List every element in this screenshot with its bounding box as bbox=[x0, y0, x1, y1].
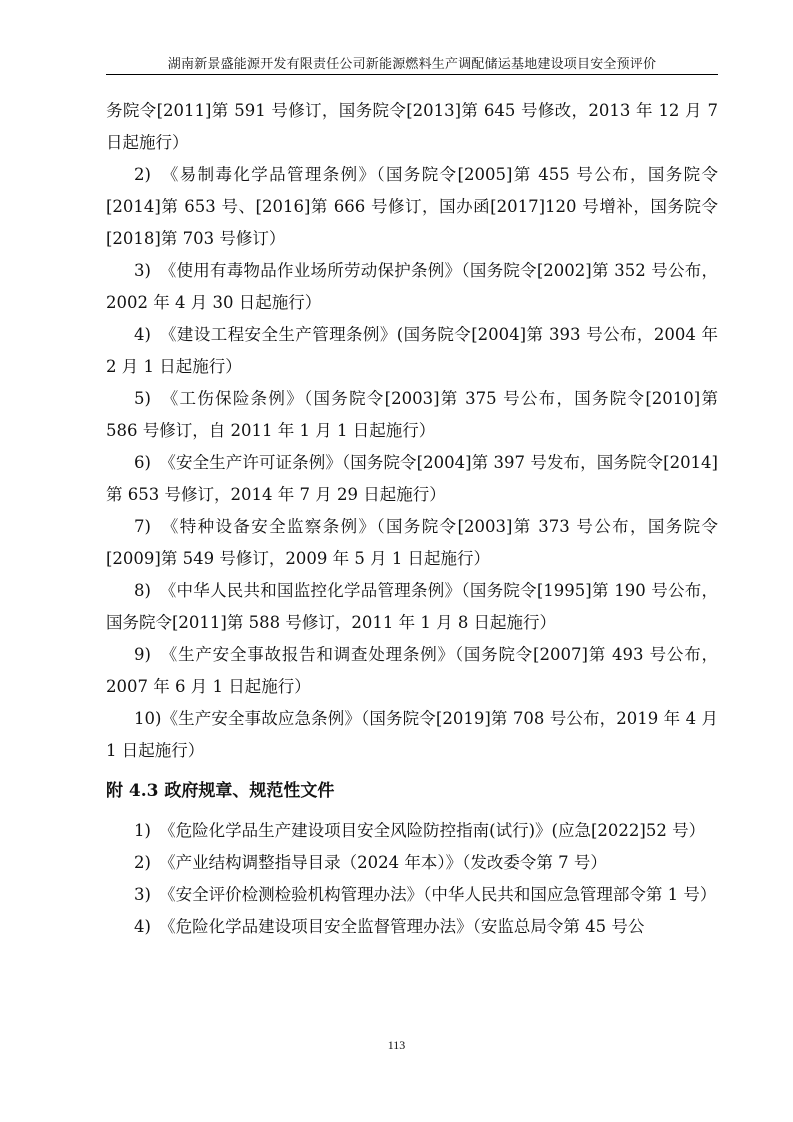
regulation-item-2: 2) 《易制毒化学品管理条例》（国务院令[2005]第 455 号公布，国务院令[2014]第 653 号、[2016]第 666 号修订，国办函[2017]120 号增补，国务院令[2018]第 703 号修订） bbox=[106, 165, 718, 248]
regulation-item-8: 8) 《中华人民共和国监控化学品管理条例》（国务院令[1995]第 190 号公布，国务院令[2011]第 588 号修订，2011 年 1 月 8 日起施行） bbox=[106, 581, 718, 632]
document-body bbox=[106, 95, 718, 943]
running-header: 湖南新景盛能源开发有限责任公司新能源燃料生产调配储运基地建设项目安全预评价 bbox=[167, 57, 657, 72]
regulation-item-9: 9) 《生产安全事故报告和调查处理条例》（国务院令[2007]第 493 号公布，2007 年 6 月 1 日起施行） bbox=[106, 645, 718, 696]
rule-item-2: 2) 《产业结构调整指导目录（2024 年本）》（发改委令第 7 号） bbox=[134, 853, 607, 872]
regulation-item-4: 4) 《建设工程安全生产管理条例》(国务院令[2004]第 393 号公布，2004 年 2 月 1 日起施行） bbox=[106, 325, 718, 376]
rule-item-4: 4) 《危险化学品建设项目安全监督管理办法》（安监总局令第 45 号公 bbox=[134, 917, 645, 936]
rule-item-1: 1) 《危险化学品生产建设项目安全风险防控指南(试行)》(应急[2022]52 号） bbox=[134, 821, 706, 840]
section-heading: 附 4.3 政府规章、规范性文件 bbox=[106, 781, 335, 801]
regulation-item-3: 3) 《使用有毒物品作业场所劳动保护条例》（国务院令[2002]第 352 号公布，2002 年 4 月 30 日起施行） bbox=[106, 261, 718, 312]
page-number: 113 bbox=[387, 1038, 406, 1052]
rule-item-3: 3) 《安全评价检测检验机构管理办法》（中华人民共和国应急管理部令第 1 号） bbox=[134, 885, 717, 904]
header-divider bbox=[106, 74, 718, 75]
continuation-paragraph: 务院令[2011]第 591 号修订，国务院令[2013]第 645 号修改，2013 年 12 月 7 日起施行） bbox=[106, 101, 718, 152]
regulation-item-6: 6) 《安全生产许可证条例》（国务院令[2004]第 397 号发布，国务院令[2014]第 653 号修订，2014 年 7 月 29 日起施行） bbox=[106, 453, 718, 504]
regulation-item-10: 10)《生产安全事故应急条例》（国务院令[2019]第 708 号公布，2019 年 4 月 1 日起施行） bbox=[106, 709, 718, 760]
regulation-item-5: 5) 《工伤保险条例》（国务院令[2003]第 375 号公布，国务院令[2010]第 586 号修订，自 2011 年 1 月 1 日起施行） bbox=[106, 389, 718, 440]
regulation-item-7: 7) 《特种设备安全监察条例》（国务院令[2003]第 373 号公布，国务院令[2009]第 549 号修订，2009 年 5 月 1 日起施行） bbox=[106, 517, 718, 568]
